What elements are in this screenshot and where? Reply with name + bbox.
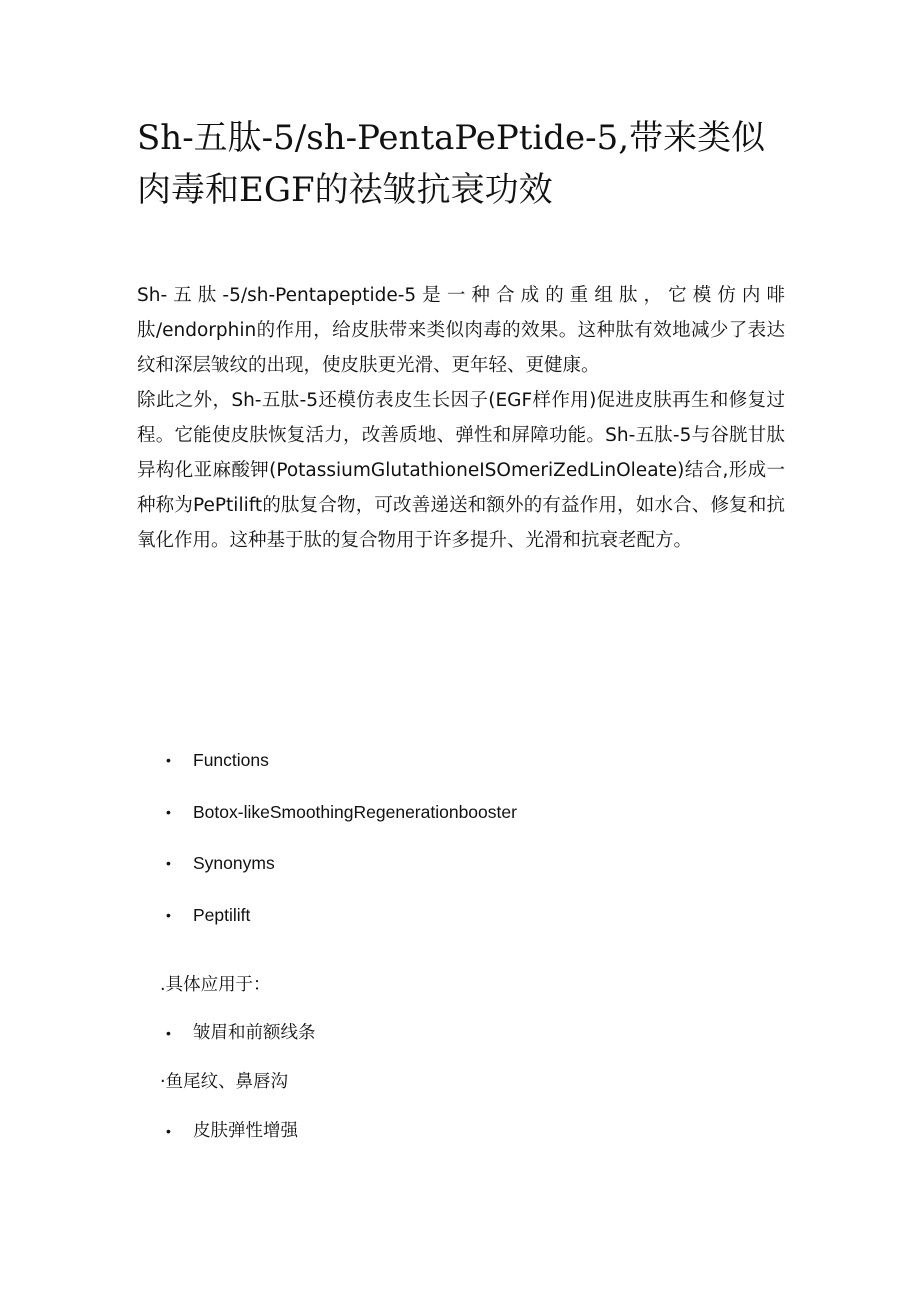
applications-heading: .具体应用于： <box>160 975 271 995</box>
list-item-text: Synonyms <box>193 853 275 873</box>
paragraph-egf: 除此之外，Sh-五肽-5还模仿表皮生长因子(EGF样作用)促进皮肤再生和修复过程。它能使皮肤恢复活力，改善质地、弹性和屏障功能。Sh-五肽-5与谷胱甘肽异构化亚麻酸钾(PotassiumGlutathioneISOmeriZedLinOleate)结合,形成一种称为PePtilift的肽复合物，可改善递送和额外的有益作用，如水合、修复和抗氧化作用。这种基于肽的复合物用于许多提升、光滑和抗衰老配方。 <box>137 390 785 551</box>
bullet-icon: • <box>166 1123 171 1139</box>
list-item <box>160 1067 288 1097</box>
bullet-icon: • <box>166 1025 171 1041</box>
list-item-text: Botox-likeSmoothingRegenerationbooster <box>193 802 517 822</box>
bullet-icon: • <box>166 907 171 923</box>
bullet-icon: • <box>166 855 171 871</box>
bullet-icon: • <box>166 804 171 820</box>
list-item-text: 皮肤弹性增强 <box>193 1121 298 1141</box>
paragraph-intro: Sh-五肽-5/sh-Pentapeptide-5是一种合成的重组肽，它模仿内啡肽/endorphin的作用，给皮肤带来类似肉毒的效果。这种肽有效地减少了表达纹和深层皱纹的出现，使皮肤更光滑、更年轻、更健康。 <box>137 285 785 376</box>
bullet-icon: • <box>166 752 171 768</box>
list-item-text: Peptilift <box>193 905 251 925</box>
document-title: Sh-五肽-5/sh-PentaPePtide-5,带来类似肉毒和EGF的祛皱抗衰功效 <box>137 118 766 210</box>
list-item-text: ·鱼尾纹、鼻唇沟 <box>160 1072 289 1092</box>
list-item-text: 皱眉和前额线条 <box>193 1023 316 1043</box>
list-item-text: Functions <box>193 750 269 770</box>
document-body <box>137 278 785 558</box>
